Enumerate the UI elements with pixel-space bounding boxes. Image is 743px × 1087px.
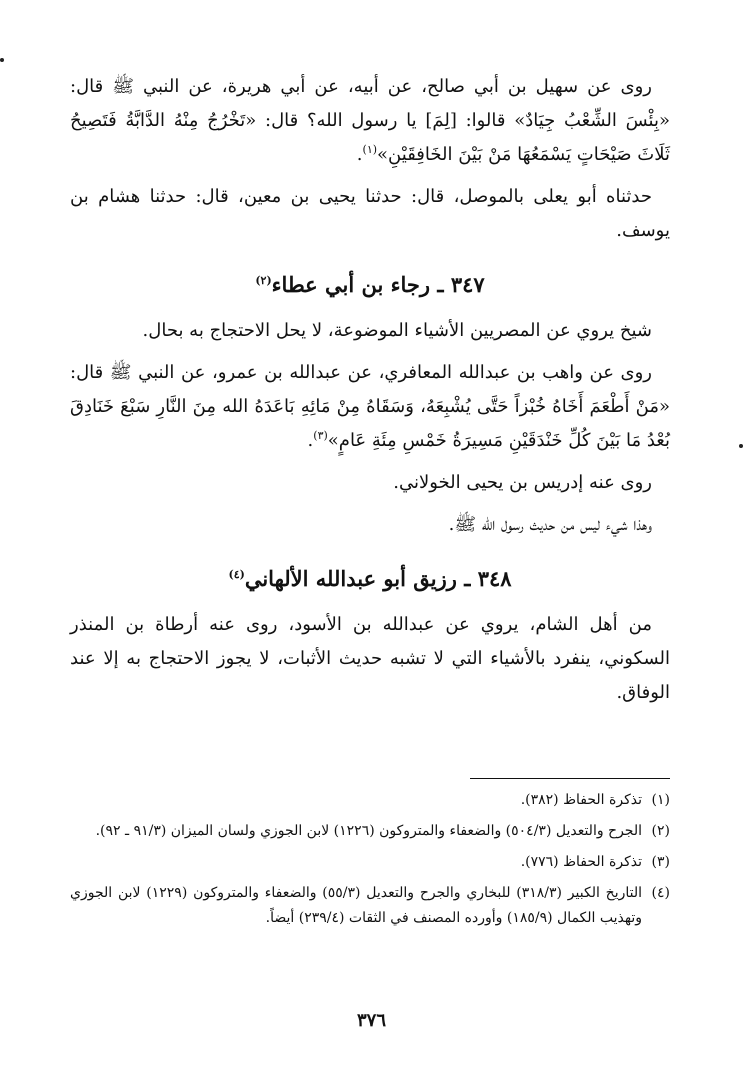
- margin-mark-middle: [739, 444, 743, 448]
- entry-347-narrator: [70, 466, 670, 500]
- hadith-paragraph: روى عن سهيل بن أبي صالح، عن أبيه، عن أبي هريرة، عن النبي ﷺ قال: «بِئْسَ الشِّعْبُ جِيَادٌ» قالوا: [لِمَ] يا رسول الله؟ قال: «تَخْرُجُ مِنْهُ الدَّابَّةُ فَتَصِيحُ ثَلَاثَ صَيْحَاتٍ يَسْمَعُهَا مَنْ بَيْنَ الخَافِقَيْنِ»$^{(١)}$.: [70, 76, 670, 165]
- footnote-2: [70, 819, 670, 844]
- entry-348-description: [70, 608, 670, 710]
- footnote-text: تذكرة الحفاظ (٣٨٢).: [520, 792, 642, 808]
- margin-mark-top: [0, 58, 4, 62]
- footnote-separator: [470, 778, 670, 779]
- footnote-1: [70, 788, 670, 813]
- footnote-4: [70, 881, 670, 931]
- entry-347-narrator-text: روى عنه إدريس بن يحيى الخولاني.: [393, 472, 652, 493]
- isnad-text: حدثناه أبو يعلى بالموصل، قال: حدثنا يحيى بن معين، قال: حدثنا هشام بن يوسف.: [70, 186, 670, 241]
- entry-347-description: [70, 314, 670, 348]
- entry-347-note-text: وهذا شيء ليس من حديث رسول الله ﷺ.: [448, 514, 652, 535]
- entry-348-description-text: من أهل الشام، يروي عن عبدالله بن الأسود، روى عنه أرطاة بن المنذر السكوني، ينفرد بالأشياء التي لا تشبه حديث الأثبات، لا يجوز الاحتجاج به إلا عند الوفاق.: [70, 614, 670, 703]
- entry-347-note: [70, 508, 670, 542]
- footnote-number: (٤): [651, 885, 670, 901]
- footnote-ref-3: (٣): [313, 429, 328, 442]
- footnote-text: تذكرة الحفاظ (٧٧٦).: [520, 854, 642, 870]
- footnote-number: (٣): [651, 854, 670, 870]
- page-number: ٣٧٦: [356, 1010, 386, 1031]
- footnote-text: الجرح والتعديل (٥٠٤/٣) والضعفاء والمتروكون (١٢٢٦) لابن الجوزي ولسان الميزان (٩١/٣ ـ ٩٢).: [95, 823, 642, 839]
- entry-347-hadith-text: روى عن واهب بن عبدالله المعافري، عن عبدالله بن عمرو، عن النبي ﷺ قال: «مَنْ أَطْعَمَ أَخَاهُ خُبْزاً حَتَّى يُشْبِعَهُ، وَسَقَاهُ مِنْ مَائِهِ بَاعَدَهُ الله مِنَ النَّارِ سَبْعَ خَنَادِقَ بُعْدُ مَا بَيْنَ كُلِّ خَنْدَقَيْنِ مَسِيرَةُ خَمْسِ مِئَةِ عَامٍ»: [70, 362, 670, 451]
- footnote-text: التاريخ الكبير (٣١٨/٣) للبخاري والجرح والتعديل (٥٥/٣) والضعفاء والمتروكون (١٢٢٩) لابن الجوزي وتهذيب الكمال (١٨٥/٩) وأورده المصنف في الثقات (٢٣٩/٤) أيضاً.: [70, 885, 642, 926]
- footnote-ref-4: (٤): [228, 568, 245, 581]
- footnote-number: (١): [651, 792, 670, 808]
- entry-348-title: ٣٤٨ ـ رزيق أبو عبدالله الألهاني: [244, 566, 512, 591]
- footnote-ref-1: (١): [362, 143, 378, 156]
- entry-348-heading: [70, 562, 670, 596]
- entry-347-title: ٣٤٧ ـ رجاء بن أبي عطاء: [271, 272, 485, 297]
- entry-347-hadith: روى عن واهب بن عبدالله المعافري، عن عبدالله بن عمرو، عن النبي ﷺ قال: «مَنْ أَطْعَمَ أَخَاهُ خُبْزاً حَتَّى يُشْبِعَهُ، وَسَقَاهُ مِنْ مَائِهِ بَاعَدَهُ الله مِنَ النَّارِ سَبْعَ خَنَادِقَ بُعْدُ مَا بَيْنَ كُلِّ خَنْدَقَيْنِ مَسِيرَةُ خَمْسِ مِئَةِ عَامٍ»$^{(٣)}$.: [70, 362, 670, 451]
- isnad-paragraph: [70, 180, 670, 248]
- footnote-3: [70, 850, 670, 875]
- footnotes: [70, 788, 670, 937]
- footnote-number: (٢): [651, 823, 670, 839]
- page-body: [70, 70, 670, 718]
- hadith-text: روى عن سهيل بن أبي صالح، عن أبيه، عن أبي هريرة، عن النبي ﷺ قال: «بِئْسَ الشِّعْبُ جِيَادٌ» قالوا: [لِمَ] يا رسول الله؟ قال: «تَخْرُجُ مِنْهُ الدَّابَّةُ فَتَصِيحُ ثَلَاثَ صَيْحَاتٍ يَسْمَعُهَا مَنْ بَيْنَ الخَافِقَيْنِ»: [70, 76, 670, 165]
- entry-347-description-text: شيخ يروي عن المصريين الأشياء الموضوعة، لا يحل الاحتجاج به بحال.: [142, 320, 652, 341]
- entry-347-heading: [70, 268, 670, 302]
- footnote-ref-2: (٢): [255, 274, 272, 287]
